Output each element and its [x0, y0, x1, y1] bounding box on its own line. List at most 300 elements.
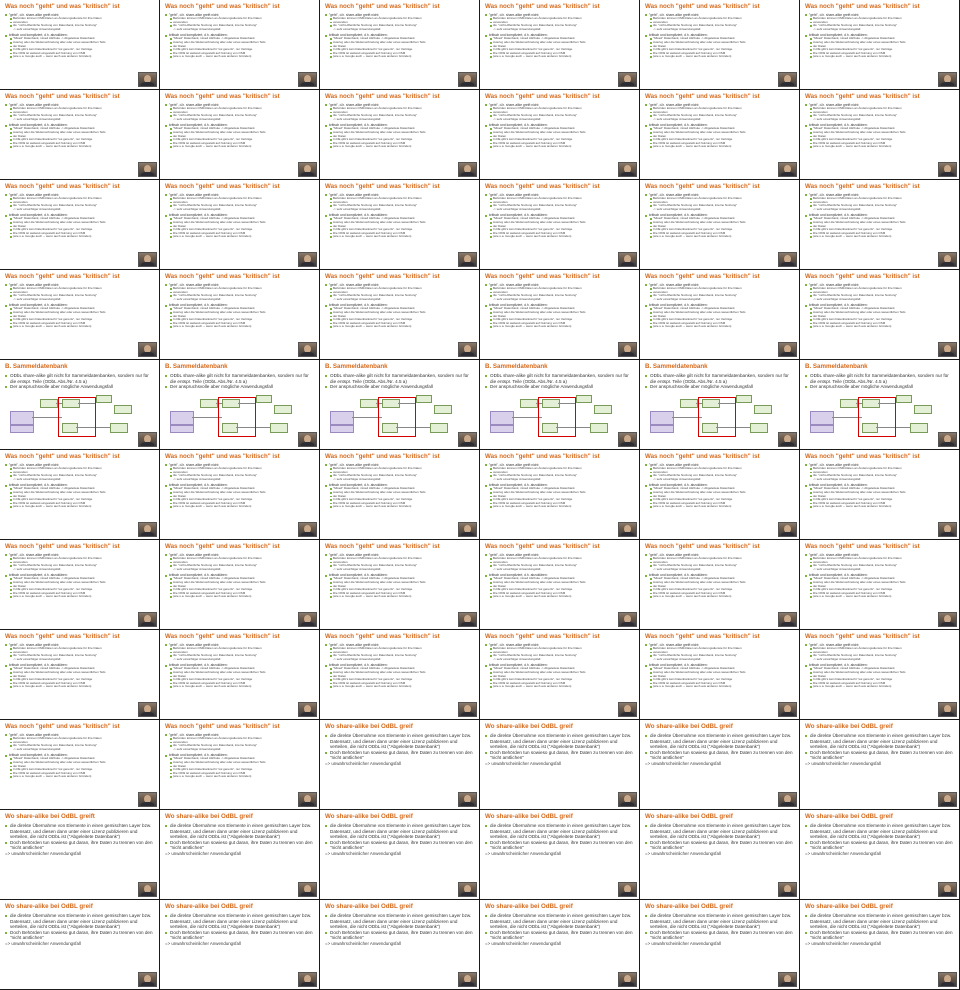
bullet-heading: kritisch und kompliziert, d.h. abzuklären:	[485, 123, 635, 127]
sub-bullet: In DE gibt's kein Datenbankrecht "sui generis", nur Verträge	[325, 588, 475, 592]
arrow-note: => unwahrscheinlicher Anwendungsfall	[165, 940, 241, 946]
sub-bullet: tlw. "nicht-öffentliche Nutzung von Datenbank, interne Nutzung"	[805, 24, 955, 28]
sub-bullet: Die ODbl ist weltweit eingestellt auf Nutzung von OSM	[485, 232, 635, 236]
arrow-note: -> sehr einsichtiger Anwendungsfall	[173, 296, 221, 301]
slide-body	[165, 553, 315, 599]
sub-bullet: Behörden können OSM-Daten an Änderungsdienste für ihre Daten	[325, 287, 475, 291]
sub-bullet: tlw. "nicht-öffentliche Nutzung von Datenbank, interne Nutzung"	[165, 114, 315, 118]
presenter-video-icon	[938, 432, 957, 447]
sub-bullet: tlw. "nicht-öffentliche Nutzung von Datenbank, interne Nutzung"	[165, 744, 315, 748]
presenter-video-icon	[778, 522, 797, 537]
slide-thumbnail[interactable]	[160, 540, 320, 630]
database-diagram	[170, 393, 292, 441]
slide-thumbnail[interactable]	[160, 360, 320, 450]
slide-body	[165, 103, 315, 149]
slide-thumbnail[interactable]	[800, 360, 960, 450]
sub-bullet: der Daten	[485, 135, 635, 139]
sub-bullet: (wie u.a. Google auch -- wenn auch aus anderen Gründen)	[645, 685, 795, 689]
bullet-heading: kritisch und kompliziert, d.h. abzuklären:	[165, 213, 315, 217]
slide-body	[5, 103, 155, 149]
bullet-heading: kritisch und kompliziert, d.h. abzuklären:	[165, 573, 315, 577]
slide-thumbnail[interactable]	[160, 0, 320, 90]
bullet-heading: "geht", d.h. share-alike greift nicht:	[165, 643, 315, 647]
slide-thumbnail[interactable]	[160, 270, 320, 360]
sub-bullet: Die ODbl ist weltweit eingestellt auf Nutzung von OSM	[165, 52, 315, 56]
slide-body	[645, 553, 795, 599]
sub-bullet: "Mixed" Datenbank, mixed Attribute -> Abgeleitete Datenbank	[485, 217, 635, 221]
sub-bullet: tlw. "nicht-öffentliche Nutzung von Datenbank, interne Nutzung"	[645, 204, 795, 208]
slide-title: Was noch "geht" und was "kritisch" ist	[325, 633, 440, 640]
sub-bullet: der Daten	[645, 495, 795, 499]
sub-bullet: In DE gibt's kein Datenbankrecht "sui generis", nur Verträge	[165, 138, 315, 142]
bullet: Doch Behörden tun sowieso gut daran, ihre Daten zu trennen von den "nicht amtlichen"	[485, 750, 635, 761]
sub-bullet: Auszug oder die Weiterverbreitung aller oder eines wesentlichen Teils	[5, 221, 155, 225]
slide-thumbnail[interactable]	[160, 630, 320, 720]
slide-title: Was noch "geht" und was "kritisch" ist	[5, 93, 120, 100]
sub-bullet: verwenden	[5, 111, 155, 115]
bullet-heading: kritisch und kompliziert, d.h. abzuklären:	[325, 303, 475, 307]
diagram-node	[274, 405, 292, 414]
presenter-video-icon	[938, 702, 957, 717]
sub-bullet: Die ODbl ist weltweit eingestellt auf Nutzung von OSM	[645, 682, 795, 686]
bullet-heading: kritisch und kompliziert, d.h. abzuklären:	[325, 123, 475, 127]
slide-body	[485, 103, 635, 149]
arrow-note: => unwahrscheinlicher Anwendungsfall	[645, 850, 721, 856]
slide-title: Wo share-alike bei OdBL greif	[485, 723, 573, 730]
arrow-note: -> sehr einsichtiger Anwendungsfall	[653, 476, 701, 481]
slide-thumbnail[interactable]	[320, 810, 480, 900]
sub-bullet: der Daten	[805, 585, 955, 589]
bullet: die direkte Übernahme von Elemente in einen gemischten Layer bzw. Datensatz, und diesen dann unter einer Lizenz publizieren und verteilen, die nicht ODbL ist ("Abgeleitete Datenbank")	[325, 913, 475, 930]
slide-thumbnail[interactable]	[640, 0, 800, 90]
sub-bullet: tlw. "nicht-öffentliche Nutzung von Datenbank, interne Nutzung"	[485, 654, 635, 658]
sub-bullet: tlw. "nicht-öffentliche Nutzung von Datenbank, interne Nutzung"	[485, 24, 635, 28]
slide-title: Was noch "geht" und was "kritisch" ist	[5, 723, 120, 730]
presenter-video-icon	[298, 162, 317, 177]
sub-bullet: In DE gibt's kein Datenbankrecht "sui generis", nur Verträge	[645, 318, 795, 322]
sub-bullet: tlw. "nicht-öffentliche Nutzung von Datenbank, interne Nutzung"	[5, 564, 155, 568]
sub-bullet: Auszug oder die Weiterverbreitung aller oder eines wesentlichen Teils	[5, 491, 155, 495]
sub-bullet: Auszug oder die Weiterverbreitung aller oder eines wesentlichen Teils	[5, 41, 155, 45]
slide-title: B. Sammeldatenbank	[485, 363, 548, 370]
slide-body	[485, 13, 635, 59]
sub-bullet: (wie u.a. Google auch -- wenn auch aus anderen Gründen)	[5, 505, 155, 509]
arrow-note: -> sehr einsichtiger Anwendungsfall	[813, 116, 861, 121]
slide-thumbnail[interactable]	[480, 360, 640, 450]
sub-bullet: Die ODbl ist weltweit eingestellt auf Nutzung von OSM	[325, 682, 475, 686]
sub-bullet: Behörden können OSM-Daten an Änderungsdienste für ihre Daten	[805, 467, 955, 471]
slide-thumbnail[interactable]	[480, 450, 640, 540]
slide-title: Was noch "geht" und was "kritisch" ist	[5, 633, 120, 640]
bullet-heading: "geht", d.h. share-alike greift nicht:	[165, 553, 315, 557]
arrow-note: -> sehr einsichtiger Anwendungsfall	[493, 206, 541, 211]
sub-bullet: der Daten	[485, 495, 635, 499]
sub-bullet: Auszug oder die Weiterverbreitung aller oder eines wesentlichen Teils	[485, 41, 635, 45]
arrow-note: -> sehr einsichtiger Anwendungsfall	[13, 656, 61, 661]
slide-body	[805, 13, 955, 59]
bullet-heading: "geht", d.h. share-alike greift nicht:	[325, 283, 475, 287]
slide-thumbnail[interactable]	[160, 180, 320, 270]
slide-body	[485, 373, 635, 390]
sub-bullet: tlw. "nicht-öffentliche Nutzung von Datenbank, interne Nutzung"	[5, 294, 155, 298]
slide-body	[325, 733, 475, 766]
sub-bullet: (wie u.a. Google auch -- wenn auch aus anderen Gründen)	[165, 55, 315, 59]
slide-title: Wo share-alike bei OdBL greift	[5, 813, 95, 820]
slide-thumbnail[interactable]	[160, 450, 320, 540]
slide-body	[805, 463, 955, 509]
sub-bullet: Die ODbl ist weltweit eingestellt auf Nutzung von OSM	[805, 142, 955, 146]
sub-bullet: (wie u.a. Google auch -- wenn auch aus anderen Gründen)	[645, 55, 795, 59]
sub-bullet: Die ODbl ist weltweit eingestellt auf Nutzung von OSM	[485, 52, 635, 56]
sub-bullet: Die ODbl ist weltweit eingestellt auf Nutzung von OSM	[5, 142, 155, 146]
sub-bullet: Auszug oder die Weiterverbreitung aller oder eines wesentlichen Teils	[165, 761, 315, 765]
bullet-heading: kritisch und kompliziert, d.h. abzuklären:	[325, 663, 475, 667]
sub-bullet: In DE gibt's kein Datenbankrecht "sui generis", nur Verträge	[5, 138, 155, 142]
sub-bullet: In DE gibt's kein Datenbankrecht "sui generis", nur Verträge	[325, 678, 475, 682]
arrow-note: -> sehr einsichtiger Anwendungsfall	[13, 26, 61, 31]
sub-bullet: "Mixed" Datenbank, mixed Attribute -> Abgeleitete Datenbank	[5, 487, 155, 491]
presenter-video-icon	[138, 342, 157, 357]
sub-bullet: "Mixed" Datenbank, mixed Attribute -> Abgeleitete Datenbank	[325, 667, 475, 671]
diagram-node	[750, 423, 768, 433]
sub-bullet: (wie u.a. Google auch -- wenn auch aus anderen Gründen)	[485, 505, 635, 509]
bullet: die direkte Übernahme von Elemente in einen gemischten Layer bzw. Datensatz, und diesen dann unter einer Lizenz publizieren und verteilen, die nicht ODbL ist ("Abgeleitete Datenbank")	[805, 823, 955, 840]
slide-thumbnail[interactable]	[800, 630, 960, 720]
slide-thumbnail[interactable]	[320, 90, 480, 180]
slide-title: Was noch "geht" und was "kritisch" ist	[5, 183, 120, 190]
sub-bullet: der Daten	[485, 675, 635, 679]
slide-thumbnail[interactable]	[800, 720, 960, 810]
sub-bullet: "Mixed" Datenbank, mixed Attribute -> Abgeleitete Datenbank	[645, 217, 795, 221]
bullet: die direkte Übernahme von Elemente in einen gemischten Layer bzw. Datensatz, und diesen dann unter einer Lizenz publizieren und verteilen, die nicht ODbL ist ("Abgeleitete Datenbank")	[5, 823, 155, 840]
sub-bullet: (wie u.a. Google auch -- wenn auch aus anderen Gründen)	[805, 595, 955, 599]
presenter-video-icon	[618, 702, 637, 717]
slide-thumbnail[interactable]	[800, 450, 960, 540]
slide-thumbnail[interactable]	[640, 180, 800, 270]
presenter-video-icon	[618, 612, 637, 627]
slide-thumbnail[interactable]	[320, 540, 480, 630]
slide-title: Was noch "geht" und was "kritisch" ist	[645, 183, 760, 190]
sub-bullet: Auszug oder die Weiterverbreitung aller oder eines wesentlichen Teils	[165, 491, 315, 495]
sub-bullet: "Mixed" Datenbank, mixed Attribute -> Abgeleitete Datenbank	[805, 487, 955, 491]
sub-bullet: (wie u.a. Google auch -- wenn auch aus anderen Gründen)	[165, 145, 315, 149]
slide-title: Was noch "geht" und was "kritisch" ist	[165, 633, 280, 640]
sub-bullet: der Daten	[5, 315, 155, 319]
slide-title: Was noch "geht" und was "kritisch" ist	[325, 183, 440, 190]
sub-bullet: Auszug oder die Weiterverbreitung aller oder eines wesentlichen Teils	[165, 221, 315, 225]
sub-bullet: "Mixed" Datenbank, mixed Attribute -> Abgeleitete Datenbank	[805, 37, 955, 41]
slide-thumbnail[interactable]	[800, 0, 960, 90]
slide-title: Was noch "geht" und was "kritisch" ist	[805, 183, 920, 190]
database-diagram	[650, 393, 772, 441]
sub-bullet: tlw. "nicht-öffentliche Nutzung von Datenbank, interne Nutzung"	[805, 204, 955, 208]
slide-thumbnail[interactable]	[800, 900, 960, 990]
slide-thumbnail[interactable]	[320, 0, 480, 90]
presenter-video-icon	[938, 792, 957, 807]
sub-bullet: tlw. "nicht-öffentliche Nutzung von Datenbank, interne Nutzung"	[5, 204, 155, 208]
sub-bullet: Auszug oder die Weiterverbreitung aller oder eines wesentlichen Teils	[165, 311, 315, 315]
sub-bullet: Die ODbl ist weltweit eingestellt auf Nutzung von OSM	[485, 682, 635, 686]
slide-thumbnail[interactable]	[800, 180, 960, 270]
presenter-video-icon	[138, 612, 157, 627]
slide-thumbnail[interactable]	[480, 90, 640, 180]
sub-bullet: verwenden	[165, 561, 315, 565]
slide-thumbnail[interactable]	[800, 810, 960, 900]
arrow-note: => unwahrscheinlicher Anwendungsfall	[805, 850, 881, 856]
sub-bullet: (wie u.a. Google auch -- wenn auch aus anderen Gründen)	[485, 235, 635, 239]
sub-bullet: In DE gibt's kein Datenbankrecht "sui generis", nur Verträge	[325, 498, 475, 502]
slide-thumbnail[interactable]	[160, 720, 320, 810]
sub-bullet: der Daten	[645, 45, 795, 49]
slide-title: Was noch "geht" und was "kritisch" ist	[805, 93, 920, 100]
bullet: Doch Behörden tun sowieso gut daran, ihre Daten zu trennen von den "nicht amtlichen"	[485, 930, 635, 941]
sub-bullet: Behörden können OSM-Daten an Änderungsdienste für ihre Daten	[645, 647, 795, 651]
slide-title: Was noch "geht" und was "kritisch" ist	[485, 633, 600, 640]
slide-thumbnail[interactable]	[640, 90, 800, 180]
presenter-video-icon	[138, 882, 157, 897]
slide-thumbnail[interactable]	[480, 0, 640, 90]
sub-bullet: der Daten	[645, 585, 795, 589]
slide-thumbnail[interactable]	[640, 810, 800, 900]
sub-bullet: tlw. "nicht-öffentliche Nutzung von Datenbank, interne Nutzung"	[5, 744, 155, 748]
sub-bullet: tlw. "nicht-öffentliche Nutzung von Datenbank, interne Nutzung"	[805, 294, 955, 298]
slide-thumbnail[interactable]	[0, 720, 160, 810]
sub-bullet: der Daten	[325, 675, 475, 679]
slide-thumbnail[interactable]	[480, 810, 640, 900]
sub-bullet: Auszug oder die Weiterverbreitung aller oder eines wesentlichen Teils	[5, 311, 155, 315]
presenter-video-icon	[778, 882, 797, 897]
diagram-node	[114, 405, 132, 414]
slide-thumbnail[interactable]	[480, 540, 640, 630]
sub-bullet: "Mixed" Datenbank, mixed Attribute -> Abgeleitete Datenbank	[325, 217, 475, 221]
sub-bullet: Behörden können OSM-Daten an Änderungsdienste für ihre Daten	[5, 737, 155, 741]
sub-bullet: der Daten	[485, 585, 635, 589]
slide-thumbnail[interactable]	[320, 900, 480, 990]
slide-thumbnail[interactable]	[0, 180, 160, 270]
slide-thumbnail[interactable]	[320, 180, 480, 270]
sub-bullet: "Mixed" Datenbank, mixed Attribute -> Abgeleitete Datenbank	[485, 127, 635, 131]
slide-thumbnail[interactable]	[320, 270, 480, 360]
sub-bullet: Behörden können OSM-Daten an Änderungsdienste für ihre Daten	[325, 557, 475, 561]
slide-thumbnail[interactable]	[0, 630, 160, 720]
presenter-video-icon	[458, 432, 477, 447]
slide-thumbnail[interactable]	[320, 450, 480, 540]
slide-thumbnail[interactable]	[160, 810, 320, 900]
arrow-note: -> sehr einsichtiger Anwendungsfall	[173, 566, 221, 571]
slide-thumbnail[interactable]	[640, 720, 800, 810]
bullet: Doch Behörden tun sowieso gut daran, ihre Daten zu trennen von den "nicht amtlichen"	[325, 930, 475, 941]
arrow-note: => unwahrscheinlicher Anwendungsfall	[645, 760, 721, 766]
sub-bullet: tlw. "nicht-öffentliche Nutzung von Datenbank, interne Nutzung"	[485, 114, 635, 118]
sub-bullet: der Daten	[165, 585, 315, 589]
sub-bullet: In DE gibt's kein Datenbankrecht "sui generis", nur Verträge	[485, 678, 635, 682]
slide-thumbnail[interactable]	[0, 270, 160, 360]
sub-bullet: (wie u.a. Google auch -- wenn auch aus anderen Gründen)	[5, 325, 155, 329]
slide-thumbnail[interactable]	[480, 900, 640, 990]
highlight-box	[698, 397, 736, 437]
slide-thumbnail[interactable]	[640, 360, 800, 450]
sub-bullet: "Mixed" Datenbank, mixed Attribute -> Abgeleitete Datenbank	[165, 37, 315, 41]
sub-bullet: der Daten	[325, 225, 475, 229]
diagram-node	[330, 425, 354, 433]
sub-bullet: In DE gibt's kein Datenbankrecht "sui generis", nur Verträge	[805, 318, 955, 322]
sub-bullet: Behörden können OSM-Daten an Änderungsdienste für ihre Daten	[325, 107, 475, 111]
sub-bullet: Behörden können OSM-Daten an Änderungsdienste für ihre Daten	[5, 287, 155, 291]
sub-bullet: (wie u.a. Google auch -- wenn auch aus anderen Gründen)	[165, 775, 315, 779]
diagram-node	[170, 411, 194, 425]
diagram-node	[416, 395, 432, 403]
sub-bullet: Auszug oder die Weiterverbreitung aller oder eines wesentlichen Teils	[485, 131, 635, 135]
sub-bullet: In DE gibt's kein Datenbankrecht "sui generis", nur Verträge	[645, 138, 795, 142]
sub-bullet: Die ODbl ist weltweit eingestellt auf Nutzung von OSM	[645, 232, 795, 236]
slide-thumbnail[interactable]	[800, 90, 960, 180]
sub-bullet: tlw. "nicht-öffentliche Nutzung von Datenbank, interne Nutzung"	[325, 204, 475, 208]
bullet-heading: kritisch und kompliziert, d.h. abzuklären:	[5, 303, 155, 307]
slide-title: Was noch "geht" und was "kritisch" ist	[645, 93, 760, 100]
sub-bullet: Die ODbl ist weltweit eingestellt auf Nutzung von OSM	[5, 682, 155, 686]
bullet-heading: kritisch und kompliziert, d.h. abzuklären:	[5, 213, 155, 217]
presenter-video-icon	[458, 342, 477, 357]
arrow-note: => unwahrscheinlicher Anwendungsfall	[325, 850, 401, 856]
sub-bullet: "Mixed" Datenbank, mixed Attribute -> Abgeleitete Datenbank	[805, 577, 955, 581]
sub-bullet: Auszug oder die Weiterverbreitung aller oder eines wesentlichen Teils	[645, 221, 795, 225]
sub-bullet: Die ODbl ist weltweit eingestellt auf Nutzung von OSM	[165, 772, 315, 776]
slide-body	[5, 283, 155, 329]
arrow-note: -> sehr einsichtiger Anwendungsfall	[813, 476, 861, 481]
sub-bullet: In DE gibt's kein Datenbankrecht "sui generis", nur Verträge	[325, 138, 475, 142]
sub-bullet: (wie u.a. Google auch -- wenn auch aus anderen Gründen)	[165, 325, 315, 329]
bullet-heading: "geht", d.h. share-alike greift nicht:	[165, 13, 315, 17]
sub-bullet: Die ODbl ist weltweit eingestellt auf Nutzung von OSM	[485, 322, 635, 326]
slide-thumbnail[interactable]	[640, 540, 800, 630]
sub-bullet: Behörden können OSM-Daten an Änderungsdienste für ihre Daten	[165, 107, 315, 111]
diagram-node	[270, 423, 288, 433]
arrow-note: -> sehr einsichtiger Anwendungsfall	[813, 206, 861, 211]
sub-bullet: Die ODbl ist weltweit eingestellt auf Nutzung von OSM	[805, 232, 955, 236]
presenter-video-icon	[618, 162, 637, 177]
slide-title: Was noch "geht" und was "kritisch" ist	[325, 3, 440, 10]
presenter-video-icon	[298, 702, 317, 717]
slide-thumbnail[interactable]	[0, 90, 160, 180]
presenter-video-icon	[458, 72, 477, 87]
slide-thumbnail[interactable]	[0, 0, 160, 90]
slide-thumbnail[interactable]	[640, 900, 800, 990]
slide-thumbnail[interactable]	[0, 900, 160, 990]
sub-bullet: (wie u.a. Google auch -- wenn auch aus anderen Gründen)	[485, 595, 635, 599]
bullet-heading: kritisch und kompliziert, d.h. abzuklären:	[645, 573, 795, 577]
sub-bullet: Auszug oder die Weiterverbreitung aller oder eines wesentlichen Teils	[325, 131, 475, 135]
arrow-note: -> sehr einsichtiger Anwendungsfall	[173, 26, 221, 31]
slide-thumbnail[interactable]	[0, 450, 160, 540]
slide-thumbnail[interactable]	[640, 450, 800, 540]
sub-bullet: tlw. "nicht-öffentliche Nutzung von Datenbank, interne Nutzung"	[325, 24, 475, 28]
sub-bullet: In DE gibt's kein Datenbankrecht "sui generis", nur Verträge	[645, 48, 795, 52]
sub-bullet: verwenden	[805, 201, 955, 205]
slide-body	[325, 13, 475, 59]
slide-thumbnail[interactable]	[160, 900, 320, 990]
bullet-heading: kritisch und kompliziert, d.h. abzuklären:	[5, 753, 155, 757]
sub-bullet: (wie u.a. Google auch -- wenn auch aus anderen Gründen)	[805, 325, 955, 329]
sub-bullet: tlw. "nicht-öffentliche Nutzung von Datenbank, interne Nutzung"	[645, 564, 795, 568]
bullet-heading: kritisch und kompliziert, d.h. abzuklären:	[805, 483, 955, 487]
bullet: Doch Behörden tun sowieso gut daran, ihre Daten zu trennen von den "nicht amtlichen"	[5, 930, 155, 941]
sub-bullet: Auszug oder die Weiterverbreitung aller oder eines wesentlichen Teils	[485, 221, 635, 225]
slide-thumbnail[interactable]	[0, 810, 160, 900]
sub-bullet: In DE gibt's kein Datenbankrecht "sui generis", nur Verträge	[645, 228, 795, 232]
sub-bullet: Auszug oder die Weiterverbreitung aller oder eines wesentlichen Teils	[165, 41, 315, 45]
bullet-heading: kritisch und kompliziert, d.h. abzuklären:	[805, 573, 955, 577]
sub-bullet: Behörden können OSM-Daten an Änderungsdienste für ihre Daten	[805, 557, 955, 561]
slide-thumbnail[interactable]	[640, 630, 800, 720]
bullet-heading: kritisch und kompliziert, d.h. abzuklären:	[645, 303, 795, 307]
sub-bullet: Auszug oder die Weiterverbreitung aller oder eines wesentlichen Teils	[165, 581, 315, 585]
bullet-heading: "geht", d.h. share-alike greift nicht:	[485, 193, 635, 197]
slide-body	[645, 283, 795, 329]
slide-body	[805, 733, 955, 766]
diagram-node	[330, 411, 354, 425]
slide-thumbnail[interactable]	[480, 720, 640, 810]
slide-title: Was noch "geht" und was "kritisch" ist	[805, 633, 920, 640]
slide-thumbnail[interactable]	[160, 90, 320, 180]
slide-body	[645, 373, 795, 390]
sub-bullet: In DE gibt's kein Datenbankrecht "sui generis", nur Verträge	[165, 678, 315, 682]
slide-thumbnail[interactable]	[0, 360, 160, 450]
slide-thumbnail[interactable]	[480, 180, 640, 270]
slide-thumbnail[interactable]	[800, 540, 960, 630]
slide-thumbnail[interactable]	[480, 630, 640, 720]
sub-bullet: Behörden können OSM-Daten an Änderungsdienste für ihre Daten	[165, 17, 315, 21]
arrow-note: -> sehr einsichtiger Anwendungsfall	[173, 116, 221, 121]
sub-bullet: (wie u.a. Google auch -- wenn auch aus anderen Gründen)	[325, 235, 475, 239]
slide-body	[325, 553, 475, 599]
bullet: ODbL share-alike gilt nicht für Sammeldatenbanken, sondern nur für die entspr. Teile (ODbL Abs./Nr. 4.5 a)	[645, 373, 795, 384]
sub-bullet: Auszug oder die Weiterverbreitung aller oder eines wesentlichen Teils	[5, 581, 155, 585]
slide-title: Wo share-alike bei OdBL greif	[325, 723, 413, 730]
slide-thumbnail[interactable]	[320, 720, 480, 810]
sub-bullet: "Mixed" Datenbank, mixed Attribute -> Abgeleitete Datenbank	[5, 127, 155, 131]
sub-bullet: verwenden	[5, 21, 155, 25]
presenter-video-icon	[458, 612, 477, 627]
presenter-video-icon	[618, 252, 637, 267]
slide-body	[645, 823, 795, 856]
slide-thumbnail[interactable]	[0, 540, 160, 630]
slide-title: Was noch "geht" und was "kritisch" ist	[165, 723, 280, 730]
sub-bullet: verwenden	[485, 651, 635, 655]
sub-bullet: Die ODbl ist weltweit eingestellt auf Nutzung von OSM	[5, 52, 155, 56]
bullet-heading: "geht", d.h. share-alike greift nicht:	[805, 553, 955, 557]
presenter-video-icon	[938, 252, 957, 267]
database-diagram	[10, 393, 132, 441]
presenter-video-icon	[778, 972, 797, 987]
sub-bullet: der Daten	[165, 315, 315, 319]
sub-bullet: Behörden können OSM-Daten an Änderungsdienste für ihre Daten	[5, 467, 155, 471]
bullet-heading: "geht", d.h. share-alike greift nicht:	[5, 643, 155, 647]
slide-thumbnail[interactable]	[480, 270, 640, 360]
sub-bullet: tlw. "nicht-öffentliche Nutzung von Datenbank, interne Nutzung"	[805, 114, 955, 118]
sub-bullet: Auszug oder die Weiterverbreitung aller oder eines wesentlichen Teils	[645, 671, 795, 675]
slide-thumbnail[interactable]	[800, 270, 960, 360]
bullet-heading: kritisch und kompliziert, d.h. abzuklären:	[485, 573, 635, 577]
slide-thumbnail[interactable]	[320, 360, 480, 450]
sub-bullet: Die ODbl ist weltweit eingestellt auf Nutzung von OSM	[165, 592, 315, 596]
slide-thumbnail[interactable]	[640, 270, 800, 360]
sub-bullet: der Daten	[5, 585, 155, 589]
slide-thumbnail[interactable]	[320, 630, 480, 720]
diagram-node	[754, 405, 772, 414]
arrow-note: => unwahrscheinlicher Anwendungsfall	[325, 760, 401, 766]
bullet-heading: kritisch und kompliziert, d.h. abzuklären:	[805, 33, 955, 37]
bullet-heading: kritisch und kompliziert, d.h. abzuklären:	[645, 33, 795, 37]
